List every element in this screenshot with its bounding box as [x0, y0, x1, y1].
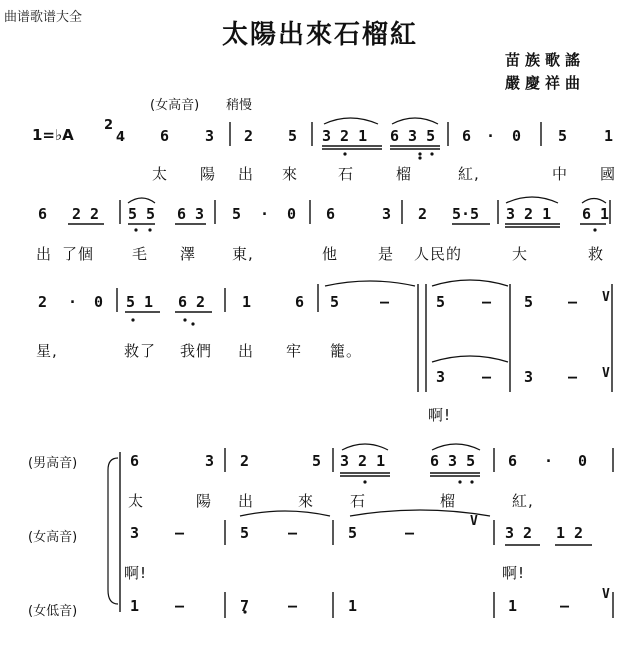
note: 6	[160, 127, 170, 145]
lyric-ah: 啊!	[502, 564, 526, 582]
lyric: 出	[238, 342, 255, 360]
lyric: 他	[322, 245, 339, 263]
note-group: 6 3 5	[430, 452, 476, 470]
lyric: 東,	[232, 245, 254, 263]
lyric: 了個	[62, 245, 95, 263]
note-group: 5 5	[128, 205, 156, 223]
lyric: 來	[282, 165, 299, 183]
lyric: 國	[600, 165, 617, 183]
note: 5	[312, 452, 322, 470]
rest: 0	[287, 205, 297, 223]
rest: 0	[94, 293, 104, 311]
rest: 0	[512, 127, 522, 145]
lyric: 出	[238, 165, 255, 183]
note-group: 6 3	[177, 205, 205, 223]
lyric: 人民的	[414, 245, 463, 263]
voice-label-alto: (女低音)	[28, 604, 78, 619]
note: 5	[288, 127, 298, 145]
dot: ·	[544, 452, 554, 470]
lyric: 出	[36, 245, 53, 263]
note: 5	[524, 293, 534, 311]
note: 7	[240, 597, 250, 615]
note: 6	[508, 452, 518, 470]
note: 2	[38, 293, 48, 311]
lyric: 榴	[440, 492, 457, 510]
time-signature-bottom: 4	[116, 130, 126, 145]
music-credit: 嚴慶祥曲	[505, 74, 586, 92]
lyric: 毛	[132, 245, 149, 263]
note-group: 6 1	[582, 205, 610, 223]
time-signature-top: 2	[104, 118, 114, 133]
note: 5	[558, 127, 568, 145]
lyric: 星,	[36, 342, 58, 360]
lyric: 籠。	[330, 342, 363, 360]
dot: ·	[68, 293, 78, 311]
note-group: 1 2	[556, 524, 584, 542]
lyric: 澤	[180, 245, 197, 263]
lyric: 陽	[196, 492, 213, 510]
tempo-marking: 稍慢	[226, 98, 253, 113]
note: 1	[130, 597, 140, 615]
voice-label-soprano: (女高音)	[150, 98, 200, 113]
note: 1	[348, 597, 358, 615]
note-group: 3 2 1	[340, 452, 386, 470]
note-group: 3 2	[505, 524, 533, 542]
lyric: 太	[152, 165, 169, 183]
watermark: 曲谱歌谱大全	[4, 10, 83, 25]
hold: —	[405, 524, 415, 542]
note: 1	[604, 127, 614, 145]
lyric: 紅,	[512, 492, 534, 510]
lyric: 太	[128, 492, 145, 510]
lyric: 石	[350, 492, 367, 510]
hold: —	[175, 597, 185, 615]
lyric: 榴	[396, 165, 413, 183]
lyric: 救	[588, 245, 605, 263]
note: 5	[348, 524, 358, 542]
lyric-ah: 啊!	[428, 406, 452, 424]
note: 6	[130, 452, 140, 470]
note: 2	[418, 205, 428, 223]
note-group: 6 3 5	[390, 127, 436, 145]
voice-label-tenor: (男高音)	[28, 456, 78, 471]
note: 5	[232, 205, 242, 223]
note-group: 5·5	[452, 205, 480, 223]
lyric: 大	[512, 245, 529, 263]
lyric: 紅,	[458, 165, 480, 183]
note: 5	[240, 524, 250, 542]
lyric-ah: 啊!	[124, 564, 148, 582]
voice-label-soprano-2: (女高音)	[28, 530, 78, 545]
lyric: 我們	[180, 342, 213, 360]
note: 3	[382, 205, 392, 223]
note-group: 3 2 1	[322, 127, 368, 145]
note: 6	[38, 205, 48, 223]
note: 3	[130, 524, 140, 542]
note-group: 2 2	[72, 205, 100, 223]
note: 1	[508, 597, 518, 615]
lyric: 牢	[286, 342, 303, 360]
note-group: 5 1	[126, 293, 154, 311]
note: 3	[436, 368, 446, 386]
note: 6	[326, 205, 336, 223]
note: 3	[205, 127, 215, 145]
note: 5	[436, 293, 446, 311]
note: 3	[205, 452, 215, 470]
lyric: 救了	[124, 342, 157, 360]
lyric: 出	[238, 492, 255, 510]
song-title: 太陽出來石榴紅	[221, 20, 418, 50]
lyric: 中	[552, 165, 569, 183]
hold: —	[568, 368, 578, 386]
dot: ·	[486, 127, 496, 145]
lyrics-credit: 苗族歌謠	[505, 51, 586, 69]
lyric: 陽	[200, 165, 217, 183]
note: 2	[240, 452, 250, 470]
key-signature: 1=♭A	[32, 126, 74, 144]
note: 1	[242, 293, 252, 311]
hold: —	[175, 524, 185, 542]
note: 6	[462, 127, 472, 145]
hold: —	[560, 597, 570, 615]
hold: —	[568, 293, 578, 311]
hold: —	[288, 597, 298, 615]
note-group: 3 2 1	[506, 205, 552, 223]
lyric: 來	[298, 492, 315, 510]
note-group: 6 2	[178, 293, 206, 311]
hold: —	[482, 368, 492, 386]
note: 3	[524, 368, 534, 386]
note: 2	[244, 127, 254, 145]
rest: 0	[578, 452, 588, 470]
lyric: 是	[378, 245, 395, 263]
hold: —	[380, 293, 390, 311]
lyric: 石	[338, 165, 355, 183]
dot: ·	[260, 205, 270, 223]
hold: —	[482, 293, 492, 311]
hold: —	[288, 524, 298, 542]
note: 5	[330, 293, 340, 311]
note: 6	[295, 293, 305, 311]
